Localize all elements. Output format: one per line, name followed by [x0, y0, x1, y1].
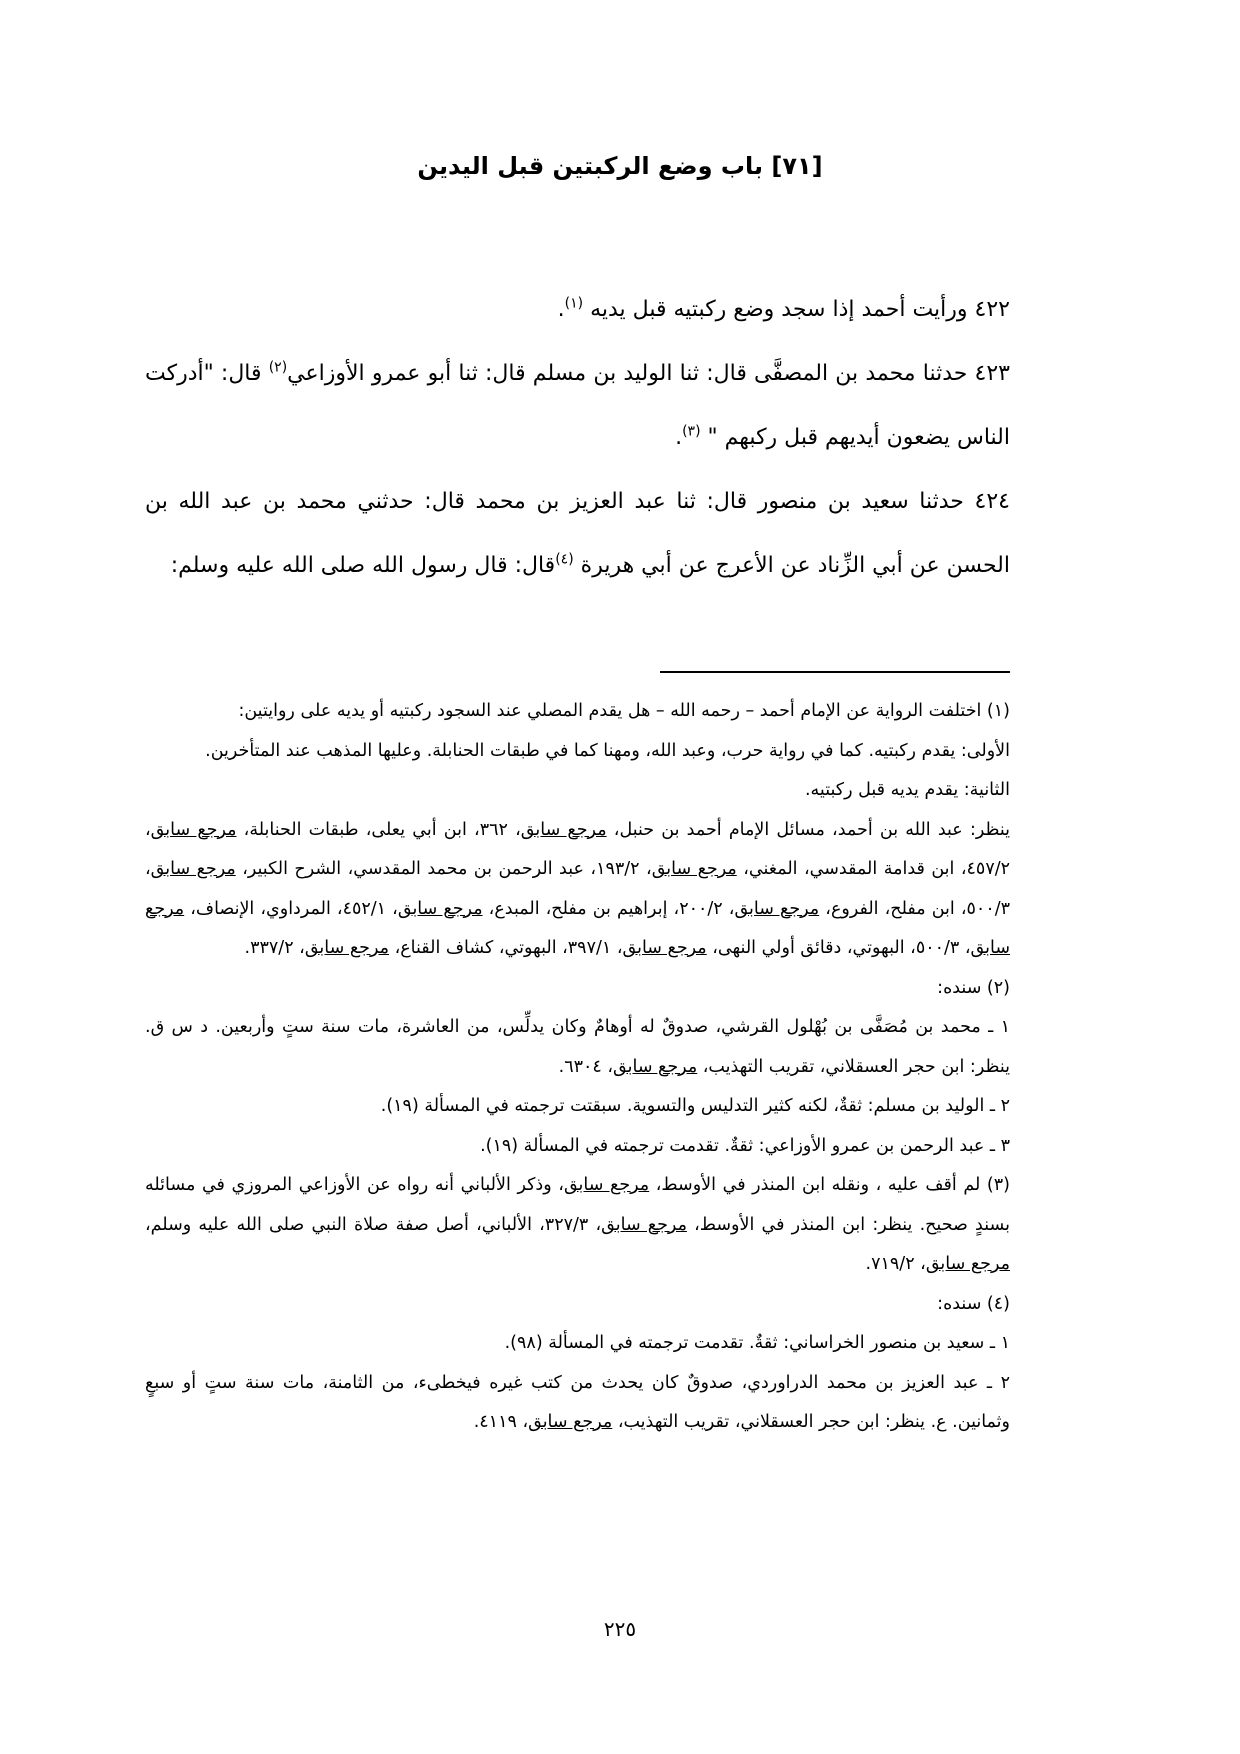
paragraph-text: ٤٢٣ حدثنا محمد بن المصفَّى قال: ثنا الوليد بن مسلم قال: ثنا أبو عمرو الأوزاعي [287, 361, 1010, 386]
footnotes [145, 692, 1010, 1443]
ref-link[interactable]: مرجع سابق [528, 1412, 613, 1432]
ref-text: ، ١٩٣/٢، عبد الرحمن بن محمد المقدسي، الشرح الكبير، [235, 859, 652, 879]
ref-text: ، ٥٠٠/٣، البهوتي، دقائق أولي النهى، [706, 938, 971, 958]
ref-text: ، ٤١١٩. [473, 1412, 529, 1432]
ref-link[interactable]: مرجع سابق [734, 898, 820, 919]
paragraph-text: ٤٢٤ حدثنا سعيد بن منصور قال: ثنا عبد العزيز بن محمد قال: حدثني محمد بن عبد الله بن الحسن عن أبي الزِّناد عن الأعرج عن أبي هريرة [145, 489, 1010, 578]
footnote-3 [145, 1166, 1010, 1285]
ref-text: ، ٣٢٧/٣، الألباني، أصل صفة صلاة النبي صلى الله عليه وسلم، [145, 1214, 602, 1235]
ref-link[interactable]: مرجع سابق [925, 1254, 1010, 1274]
ref-link[interactable]: مرجع سابق [622, 938, 707, 958]
paragraph-text: قال: قال رسول الله صلى الله عليه وسلم: [170, 553, 556, 578]
paragraph-424 [145, 470, 1010, 598]
ref-text: ، ٦٣٠٤. [558, 1056, 614, 1077]
ref-text: ، ٥٠٠/٣، ابن مفلح، الفروع، [145, 859, 1011, 919]
ref-link[interactable]: مرجع سابق [145, 898, 1010, 958]
ref-text: ، ٣٣٧/٢. [244, 938, 305, 958]
footnote-ref-1[interactable]: (١) [564, 295, 584, 312]
chapter-title: [٧١] باب وضع الركبتين قبل اليدين [417, 152, 823, 180]
ref-text: ، ٣٩٧/١، البهوتي، كشاف القناع، [389, 938, 623, 958]
ref-text: ، ٤٥٢/١، المرداوي، الإنصاف، [184, 898, 398, 919]
footnote-4-heading: (٤) سنده: [937, 1293, 1010, 1314]
paragraph-text: ٤٢٢ ورأيت أحمد إذا سجد وضع ركبتيه قبل يديه [590, 297, 1010, 322]
footnote-2-narrator-3: ٣ ـ عبد الرحمن بن عمرو الأوزاعي: ثقةٌ. تقدمت ترجمته في المسألة (١٩). [480, 1135, 1010, 1156]
ref-link[interactable]: مرجع سابق [563, 1175, 650, 1195]
paragraph-end: . [557, 297, 565, 322]
ref-text: ، ٣٦٢، ابن أبي يعلى، طبقات الحنابلة، [236, 819, 521, 840]
footnote-4-narrator-1: ١ ـ سعيد بن منصور الخراساني: ثقةٌ. تقدمت ترجمته في المسألة (٩٨). [504, 1333, 1010, 1353]
ref-text: ١ ـ محمد بن مُصَفَّى بن بُهْلول القرشي، صدوقٌ له أوهامٌ وكان يدلِّس، من العاشرة، مات سنة ستٍ وأربعين. د س ق. ينظر: ابن حجر العسقلاني، تقريب التهذيب، [145, 1017, 1010, 1077]
ref-link[interactable]: مرجع سابق [150, 819, 237, 840]
page-number: ٢٢٥ [603, 1617, 637, 1641]
ref-link[interactable]: مرجع سابق [651, 859, 737, 879]
footnote-separator [660, 671, 1010, 673]
footnote-1-references [145, 811, 1010, 969]
footnote-1-narration-2: الثانية: يقدم يديه قبل ركبتيه. [804, 780, 1010, 800]
ref-text: ، وذكر الألباني أنه رواه عن الأوزاعي المروزي في مسائله بسندٍ صحيح. ينظر: ابن المنذر في الأوسط، [145, 1175, 1010, 1235]
ref-text: (٣) لم أقف عليه ، ونقله ابن المنذر في الأوسط، [649, 1175, 1010, 1195]
footnote-4-narrator-2 [145, 1364, 1010, 1443]
footnote-1-narration-1: الأولى: يقدم ركبتيه. كما في رواية حرب، وعبد الله، ومهنا كما في طبقات الحنابلة. وعليها المذهب عند المتأخرين. [205, 740, 1010, 761]
paragraph-423 [145, 342, 1010, 470]
paragraph-422 [145, 278, 1010, 342]
footnote-ref-3[interactable]: (٣) [682, 423, 701, 440]
ref-text: ينظر: عبد الله بن أحمد، مسائل الإمام أحمد بن حنبل، [606, 819, 1011, 840]
footnote-1: (١) اختلفت الرواية عن الإمام أحمد – رحمه الله – هل يقدم المصلي عند السجود ركبتيه أو يديه على روايتين: [238, 701, 1010, 721]
ref-text: ، ٤٥٧/٢، ابن قدامة المقدسي، المغني، [145, 819, 1011, 879]
ref-text: ٢ ـ عبد العزيز بن محمد الدراوردي، صدوقٌ كان يحدث من كتب غيره فيخطىء، من الثامنة، مات سنة ستٍ أو سبعٍ وثمانين. ع. ينظر: ابن حجر العسقلاني، تقريب التهذيب، [145, 1372, 1010, 1432]
footnote-2-narrator-2: ٢ ـ الوليد بن مسلم: ثقةٌ، لكنه كثير التدليس والتسوية. سبقتت ترجمته في المسألة (١٩). [380, 1096, 1010, 1116]
ref-link[interactable]: مرجع سابق [520, 819, 607, 840]
ref-link[interactable]: مرجع سابق [601, 1214, 687, 1235]
ref-link[interactable]: مرجع سابق [397, 898, 483, 919]
main-text [145, 278, 1010, 598]
footnote-2-narrator-1 [145, 1008, 1010, 1087]
ref-text: ، ٧١٩/٢. [865, 1254, 926, 1274]
footnote-ref-2[interactable]: (٢) [268, 359, 288, 376]
paragraph-text: قال: "أدركت الناس يضعون أيديهم قبل ركبهم " [145, 361, 1010, 450]
ref-link[interactable]: مرجع سابق [304, 938, 390, 958]
footnote-ref-4[interactable]: (٤) [555, 551, 574, 568]
footnote-2-heading: (٢) سنده: [937, 977, 1010, 998]
ref-link[interactable]: مرجع سابق [150, 859, 236, 879]
ref-text: ، ٢٠٠/٢، إبراهيم بن مفلح، المبدع، [482, 898, 735, 919]
paragraph-end: . [675, 425, 683, 450]
ref-link[interactable]: مرجع سابق [613, 1056, 698, 1077]
